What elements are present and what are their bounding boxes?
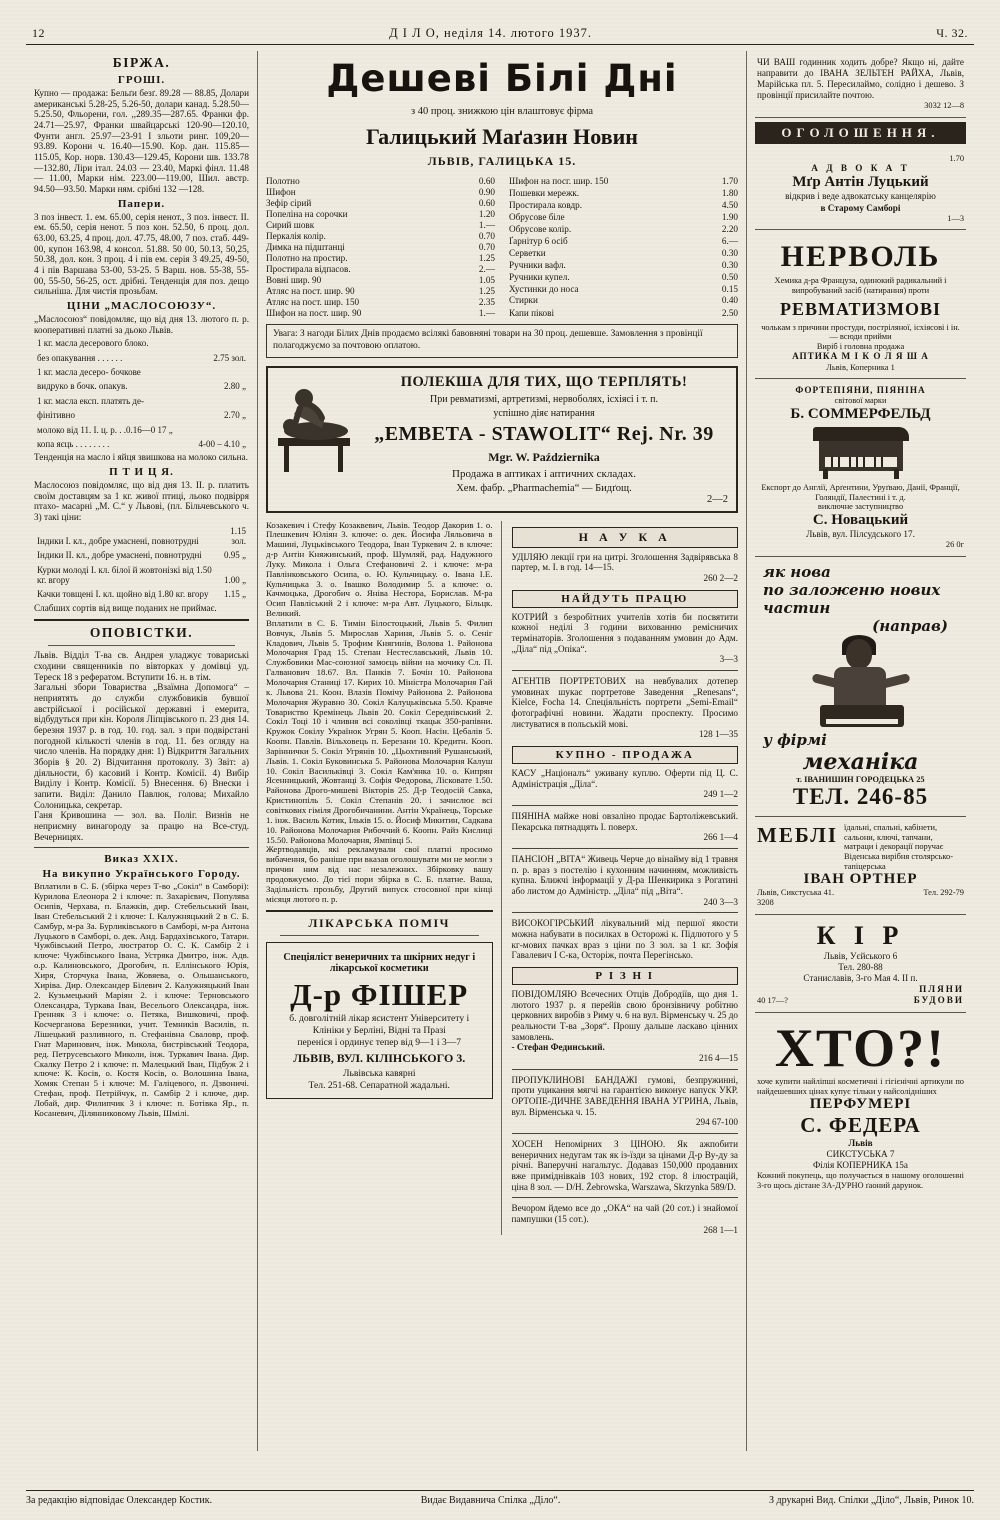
kupno-code-2: 266 1—4 [703, 832, 738, 843]
nervol-line2: РЕВМАТИЗМОВІ [780, 298, 941, 319]
footer-editor: За редакцію відповідає Олександер Костик. [26, 1495, 213, 1506]
row-label: 1 кг. масла десеро- бочкове [37, 367, 141, 378]
table-row [509, 282, 738, 294]
ad-piano [755, 379, 966, 556]
papery-text: 3 поз інвест. 1. ем. 65.00, серія ненот., 3 поз. інвест. ІІ. ем. 65.50, серія ненот. 5 поз кон. 52.50, 6 проц. дол. 63.00, 63.25, 4 проц. дол. 47.75, 48.00, 7 поз. стаб. 449-00, купон 163.98, 4 консол. 51.88. 50 00, 50.13, 50,25, 50.38, дол. кон. 3 проц. 4 і пів ем. серія 3 49.25, 49-50, 4 і пів Варшава 53-00, 53-25. 5 Варш. нов. 55-38, 55-00, 55-50, 56-25, ост. дрібні. Тенденція для поз. дещо сильніша. Для чистія прозьбам. [34, 211, 249, 297]
perfumery-city: Львів [848, 1138, 873, 1149]
kupno-item-4: ВИСОКОГІРСЬКИЙ лікувальний мід першої якости можна набувати в посилках в Осторожі к. Підлютого у 5 кг-мових пачках враз з ціни по 3 зол. за 1 кг. Зофія Гавалевич І С-ка, Осторіж, почта Перегінсько. [511, 918, 738, 961]
ciny-text: „Маслосоюз“ повідомляє, що від дня 13. лютого п. р. кооперативні платні за дьоко Львів. [34, 314, 249, 335]
stawolit-line3: успішно діяє натирання [493, 407, 595, 419]
praca-code-2: 128 1—35 [698, 729, 738, 740]
item-price: 2.20 [721, 224, 738, 235]
ad-mebli [755, 817, 966, 915]
nervol-line4: Виріб і головна продажа [816, 341, 905, 351]
perfumery-line1: хоче купити найліпші косметичні і гігієнічні артикули по найдешевших цінах купує тільки у найсолідніших [757, 1076, 964, 1096]
ad-perfumery [755, 1013, 966, 1197]
fisher-name: Д-р ФІШЕР [290, 977, 469, 1013]
row-value [192, 424, 247, 436]
divider [512, 805, 739, 806]
item-name: Сирий шовк [266, 219, 315, 230]
kir-phone-1: Тел. 280-88 [838, 961, 883, 972]
stawolit-line1: ПОЛЕКША ДЛЯ ТИХ, ЩО ТЕРПЛЯТЬ! [400, 373, 688, 390]
item-name: Хустинки до носа [509, 283, 579, 294]
piano-kicker: ФОРТЕПІЯНИ, ПІЯНІНА [795, 385, 926, 396]
item-name: Зефір сірий [266, 197, 312, 208]
nervol-title: НЕРВОЛЬ [780, 240, 941, 274]
massage-illustration [274, 374, 354, 478]
row-label: Індики І. кл., добре умаснені, повнотрудні [37, 535, 199, 546]
price-table-right [509, 175, 738, 318]
vykaz-subtitle: На викупно Українського Городу. [42, 868, 241, 881]
row-value: 1.15 зол. [230, 525, 246, 546]
perfumery-kicker: ПЕРФУМЕРІ [809, 1096, 912, 1113]
vykaz-title: Виказ XXIX. [104, 853, 179, 866]
item-name: Полотно на простир. [266, 252, 348, 263]
divider [512, 1197, 739, 1198]
praca-code-1: 3—3 [719, 654, 738, 665]
section-ciny-title: ЦІНИ „МАСЛОСОЮЗУ“. [66, 300, 217, 313]
item-name: Стирки [509, 295, 538, 306]
item-price: 0.60 [478, 197, 495, 208]
page-columns [26, 51, 974, 1451]
row-value: 1.00 „ [224, 574, 246, 585]
table-row [36, 352, 247, 364]
item-price: 0.30 [721, 259, 738, 270]
advokat-name: Мґр Антін Луцький [792, 174, 929, 191]
section-opovistky-title: ОПОВІСТКИ. [89, 625, 194, 641]
ptycia-text: Маслосоюз повідомляє, що від дня 13. ІІ. р. платить своїм доставцям за 1 кг. живої птиці, льоко подвірря птахо- масарні „М. С.“ у Львові, (пл. Більчевського ч. 3) такі ціни: [34, 479, 249, 522]
page-footer [26, 1490, 974, 1506]
divider [48, 645, 235, 646]
mehanika-address: т. ІВАНИШИН ГОРОДЕЦЬКА 25 [796, 774, 925, 784]
divider [512, 1133, 739, 1134]
row-label: Качки товщені І. кл. щойно від 1.80 кг. вгору [37, 589, 209, 600]
item-price: 2.50 [721, 307, 738, 318]
item-name: Ручники вафл. [509, 259, 566, 270]
divider [34, 847, 249, 848]
table-row [266, 230, 495, 241]
fisher-phone: Тел. 251-68. Сепаратной жадальні. [308, 1080, 450, 1092]
ad-note: Увага: З нагоди Білих Днів продаємо всілякі бавовняні товари на 30 проц. дешевше. Замовлення з провінції полагоджуємо за почтовою оплатою. [266, 324, 738, 358]
item-name: Простирала відпасов. [266, 263, 351, 274]
row-value [192, 337, 247, 349]
likarska-title: ЛІКАРСЬКА ПОМІЧ [308, 916, 450, 931]
ad-kir [755, 915, 966, 1013]
item-name: Обрусове колір. [509, 224, 572, 235]
divider [280, 935, 479, 936]
item-price: 6.— [721, 235, 738, 246]
advokat-num: 1.70 [949, 153, 964, 163]
item-price: 4.50 [721, 200, 738, 211]
item-price: 1.25 [478, 252, 495, 263]
hania-text: Ганя Кривошина — зол. ва. Поліг. Визнів не неприємну винагороду за працю на Все-студ. Вечерницях. [34, 810, 249, 842]
item-name: Простирала ковдр. [509, 200, 583, 211]
kir-plan-line1: ПЛЯНИ [919, 983, 964, 994]
item-price: 0.40 [721, 295, 738, 306]
piano-icon [813, 427, 909, 479]
ad-stawolit [266, 366, 738, 513]
divider [512, 912, 739, 913]
groshi-text: Купно — продажа: Бельґи безґ. 89.28 — 88.85, Долари американські 5.28-25, 5.26-50, долари канад. 5.28.50—5.25.50, Фльорени, гол. ,,289.35—287.65. Франки фр. 24.71—25.97, Франки швайцарські 120-90—120.10, Фунти англ. 25.97—23-91 І зльоти ринг. 109,20—93.89. Корони ч. 16.40—15.90. Кор. дан. 115.85—115.05, Кор. норв. 130.43—129.45, Корони шв. 133.78—132.80, Ліри італ. 24.03 — 23.40, Маркі фінл. 11.48 — 11.00, Марки нім. 223.00—119.00, Шил. австр. 94.50—93.50. Марки ням. срібні 132 —128. [34, 88, 249, 195]
table-row [36, 549, 247, 561]
rizni-code-1: 216 4—15 [698, 1053, 738, 1064]
kupno-code-3: 240 3—3 [703, 896, 738, 907]
item-price: 1.— [478, 219, 495, 230]
section-papery-title: Папери. [117, 197, 166, 210]
donors-text-2: Вплатили в С. Б. Тимін Білостоцький, Львів 5. Филип Вовчук, Львів 5. Мирослав Хариня, Львів 5. о. Сеніг Кладович, Львів 5. Трофим Княгинів, Волова 1. Районова Молочарня Град 15. Степан Нестеславський, Львів 10. Службовики Мас-союзної замоєць війни на мочику Сл. П. Галванович 18.67. Вл. Панків 7. Бочін 10. Районова Молочарня Станиці 17. Кирих 10. Міністра Молочарня Гай к. Львова 21. Коон. Влазів Помічу Районова 2. Районова Молочарня Журавно 30. Сокіл Калуцьківська 5.50. Кравче Товариство Кремінець Львів 20. Сокіл Середнівський 2. Сокіл Тоці 10 і чливня всі соколівці ткацьк 350-рапівни. Кружок Сокілу Українок Угрян 5. Кооп. Насін. Цебалів 5. Коопн. Павлів. Вільховець п. Березани 10. Кредитн. Кооп. Заріннички 5. Сокіл Угрянів 10. „Цьохтивний Рушанський, Львів. 1. Сокіл Буковинська 5. Районова Молочарня Калуш 10. Сокіл Васильківці 3. Сокіл Кам'янка 10. о. Кипрян Ясенницький, Жовтанці 3. Софія Федорова, Лісковате 1.50. Районова Дрого-мишеві Вікторів 25. Д-р Теодосій Савка, Кристинопіль 5. Сокіл Степанів 20. і зачислює всі совіткових гіміля Дрогобичанини. Антін Українець, Торське 1. інж. Василь Котик, Ільків 15. о. Йосиф Микитин, Садкава 10. Районова Молочарня Рибоччий 6. Коопн. Райз Кислиці 15.50. Районова Молочарня, Ямпівці 5. [266, 617, 493, 845]
item-name: Шифон [266, 186, 296, 197]
fisher-speciality: Спеціяліст венеричних та шкірних недуг і лікарської косметики [283, 952, 476, 975]
ptycia-foot: Слабших сортів від вище поданих не приймає. [34, 602, 217, 613]
item-price: 2.35 [478, 296, 495, 307]
mehanika-line2: по заложеню нових частин [763, 580, 941, 617]
table-row [266, 296, 495, 307]
piano-code: 26 0г [945, 539, 964, 549]
piano-address: Львів, вул. Пілсудського 17. [806, 528, 915, 539]
row-value: 0.95 „ [224, 550, 246, 561]
piano-dealer: С. Новацький [812, 511, 909, 528]
kir-title: К І Р [816, 920, 905, 950]
table-row [509, 199, 738, 211]
stawolit-line2: При ревматизмі, артретизмі, нервоболях, ісхіясі і т. п. [430, 393, 658, 405]
fisher-address2: Львівська кавярні [342, 1068, 416, 1080]
mehanika-line3: (направ) [872, 616, 948, 635]
ad-doctor-fisher [266, 942, 493, 1099]
divider [512, 1069, 739, 1070]
vykaz-text: Вплатили в С. Б. (збірка через Т-во „Сокіл“ в Самборі): Курилова Елеонора 2 і ключе: п. Захарієвич, Популява Осипів, Черхава, п. Блажків, дир. Стебельський Іван, Іван Стебельський 2 і ключе: І. Калужняцький 2 в С. Б. Самбур, м-ра За. Бурликівського в Самборі, м-ра Антона Луцького в Самборі, о. дек. Анд. Бардахівського, Татари. Чужбівський Петро, люстратор О. С. К. Самбір 2 і ключе: Чужбівського Івана, Устряка Дмитро, інж. Адв. о.р. Калиновського, Дрогобич, п. Еллінського Юрія, Хиря, Сторчука Івана, Жовяева, о. Ольшанського, Хиріва. Дир. Олександер Білевич 2. Калужняцький Іван 2. Кузьмецький Маріян 2. і ключе: Терновського Олександра, Туркава Іван, Веселього Олександра, інж. Гренняк 3 і ключе: о. Петяка, Вишковичі, проф. Косчерганова Березники, учит. Темників Василів, п. Лішецький разливного, п. Стефанівна Сваловр, проф. Гнат Маринович, інж. Микола, бистрівський Теодора, ред. Петрусевського Миколи, інж. Туркавич Івана. Дир. Скалку Петро 2 і ключе: п. Малецький Іван, Підбуж 2 і ключе: К. Косів, о. Костя Косів, о. Волошина Івана, Хомяк Степан 5 і ключе: М. Галіцевого, п. Дзвоничі. Стефан, проф. Петрійчук, п. Самбір 2 і ключе, дир. Лобай, дир. Филипчик 3 і ключе: п. Ботівка Яр., п. Косаневич, Ділянниковому Львів, Шмілі. [34, 881, 249, 1118]
mebli-title: МЕБЛІ [757, 823, 839, 848]
ptycia-table [34, 523, 249, 603]
table-row [36, 366, 247, 378]
kupno-item-2: ПІЯНІНА майже нові овзаліно продає Бартоліжевський. Пекарська пятнадцять І. поверх. [511, 810, 738, 832]
item-price: 0.15 [721, 283, 738, 294]
column-right [746, 51, 974, 1451]
ad-shop-name: Галицький Маґазин Новин [366, 124, 638, 149]
stawolit-product: „ЕМВЕТА - STAWOLIT“ Rej. Nr. 39 [374, 422, 714, 445]
table-row [36, 438, 247, 450]
watch-ad-code: 3032 12—8 [924, 101, 964, 111]
donors-text-1: Козакевич і Стефу Козаквевич, Львів. Теодор Дакорив 1. о. Плешкевич Юліян 3. ключе: о. дек. Йосифа Ляльовича в Машині, Луцьківського Теодора, Іван Туркевич 2. в ключе: д-р Антін Княжинський, проф. Шумляй, рад. Надужного Луку. Микола і Ольга Стефановичі 2. і ключе: м-ра Павлінковського Осипа, о. Ю. Кульчицьку. о. Івана І.Е. Кульчицька 3. о. Івашко Володимир 5. а ключе: о. Качмоцька, Дрогобич о. Яніва Нестора, Борислав. М-ра Осип Павліський 2 і ключе: м-ра Авт. Луцького, Більцк. Великий. [266, 519, 493, 619]
ads-section-banner: ОГОЛОШЕННЯ. [755, 122, 966, 144]
row-value: 2.75 зол. [213, 352, 246, 363]
kir-address-2: Станиславів, 3-го Мая 4. ІІ п. [803, 972, 918, 983]
fisher-note: б. довголітній лікар ясистент Університету і Клініки у Берліні, Відні та Празі [289, 1013, 470, 1037]
mebli-code: 3208 [757, 898, 774, 908]
piano-sub: світової марки [834, 396, 887, 406]
advokat-line1: відкрив і веде адвокатську канцелярію [785, 191, 936, 202]
rizni-code-2: 294 67-100 [695, 1117, 738, 1128]
nauka-item: УДІЛЯЮ лекції гри на цитрі. Зголошення Задвірявська 8 партер, м. І. в год. 14—15. [511, 551, 738, 573]
row-label: без опакування . . . . . . [37, 352, 123, 363]
watch-ad-text: ЧИ ВАШ годинник ходить добре? Якщо ні, дайте направити до ІВАНА ЗЕЛЬТЕН РАЙХА, Львів, Марійська пл. 5. Пересилаймо, солідно і дешево. З провінції присилайте почтою. [757, 57, 964, 101]
item-price: 1.70 [721, 176, 738, 187]
row-label: копа яєць . . . . . . . . [37, 438, 110, 449]
row-label: фінітивно [37, 410, 75, 421]
piano-brand: Б. СОММЕРФЕЛЬД [790, 405, 931, 422]
item-name: Ґарнітур 6 осіб [509, 235, 568, 246]
item-price: 0.50 [721, 271, 738, 282]
ad-watchmaker [755, 51, 966, 118]
kupno-item-1: КАСУ „Націоналъ“ уживану куплю. Оферти під Ц. С. Адміністрація „Діла“. [511, 767, 738, 789]
masthead-title: Д І Л О, неділя 14. лютого 1937. [389, 26, 593, 40]
divider [512, 670, 739, 671]
classifieds [512, 521, 739, 1236]
kupno-item-3: ПАНСІОН „ВІТА“ Живець Черче до вінайму від 1 травня п. р. враз з постелію і кухонним начинням, можливість купна. Ближчі інформації у Д-ра Шенкирика з Рогатині або листом до Адміністр. „Діла“ під „Віта“. [511, 853, 739, 896]
page-number-left: 12 [32, 26, 45, 40]
item-price: 1.25 [478, 285, 495, 296]
table-row [36, 409, 247, 421]
row-label: молоко від 11. І. ц. р. . .0.16—0 17 „ [37, 424, 173, 435]
praca-item-2: АГЕНТІВ ПОРТРЕТОВИХ на невбувалих дотепер умовинах шукає портретове Заведення „Renesans“, Kielce, Focha 14. Спеціяльність портрети „Semi-Email“ фотографічні новини. Жадати проспекту. Просимо листуватися в польській мові. [511, 675, 738, 729]
row-label: Курки молоді І. кл. білої й жовтонізкі від 1.50 кг. вгору [37, 564, 212, 585]
item-name: Шифон на посг. шир. 150 [509, 176, 609, 187]
section-ptycia-title: П Т И Ц Я. [109, 465, 174, 478]
massage-illustration-svg [274, 374, 354, 478]
ad-mehanika [755, 557, 966, 818]
masthead-rule [26, 44, 974, 45]
classified-header-kupno: КУПНО - ПРОДАЖА [512, 746, 739, 764]
item-price: 0.70 [478, 230, 495, 241]
rizni-item-4: Вечором йдемо все до „ОКА“ на чай (20 сот.) і знайомої пампушки (15 сот.). [511, 1203, 738, 1225]
divider [34, 619, 249, 621]
item-name: Димка на підштанці [266, 241, 345, 252]
fisher-address: ЛЬВІВ, ВУЛ. КІЛІНСЬКОГО 3. [293, 1051, 466, 1066]
table-row [509, 246, 738, 258]
issue-number: Ч. 32. [936, 26, 968, 40]
table-row [266, 241, 495, 252]
praca-item-1: КОТРИЙ з безробітних учителів хотів би посвятити кожної неділі 3 години вихованню ремісничих термінаторів. Зголошення з подаванням умовин до Адм. „Діла“ під „Опіка“. [511, 611, 738, 654]
stawolit-code: 2—2 [707, 493, 728, 505]
ad-headline: Дешеві Білі Дні [326, 57, 678, 100]
table-row [509, 235, 738, 247]
footer-publisher: Видає Видавнича Спілка „Діло“. [420, 1495, 561, 1506]
kupno-code-1: 249 1—2 [703, 789, 738, 800]
table-row [266, 208, 495, 219]
item-name: Вовні шир. 90 [266, 274, 322, 285]
classified-header-praca: НАЙДУТЬ ПРАЦЮ [512, 590, 739, 608]
mebli-phone: Тел. 292-79 [923, 888, 964, 898]
rizni-item-1: ПОВІДОМЛЯЮ Всечесних Отців Добродіїв, що дня 1. лютого 1937 р. я перейів свою бронзівничу робітню церковних виробів з Риму ч. 6 на вул. Вірменську ч. 25 до реальности Т-ва „Зоря“. Прошу дальше ласкаво цінних замовлень. [511, 988, 738, 1042]
advokat-code: 1—3 [947, 213, 964, 223]
item-name: Атляс на пост. шир. 90 [266, 285, 355, 296]
table-row [266, 197, 495, 208]
item-price: 1.— [478, 307, 495, 318]
ad-nervol [755, 230, 966, 379]
footer-printer: З друкарні Вид. Спілки „Діло“, Львів, Ринок 10. [768, 1495, 974, 1506]
item-price: 0.30 [721, 247, 738, 258]
table-row [266, 252, 495, 263]
row-label: Індики ІІ. кл., добре умаснені, повнотрудні [37, 550, 202, 561]
perfumery-address-1: СИКСТУСЬКА 7 [826, 1149, 895, 1160]
table-row [266, 307, 495, 318]
item-price: 0.70 [478, 241, 495, 252]
stawolit-factory: Хем. фабр. „Pharmachemia“ — Бидґощ. [456, 482, 632, 494]
item-name: Полотно [266, 175, 300, 186]
mehanika-phone: ТЕЛ. 246-85 [792, 784, 929, 810]
mehanika-line4: у фірмі [763, 730, 827, 749]
item-price: 1.05 [478, 274, 495, 285]
table-row [266, 285, 495, 296]
item-name: Перкалія колір. [266, 230, 326, 241]
divider [266, 910, 493, 912]
divider [512, 848, 739, 849]
table-row [509, 306, 738, 318]
ad-advokat [755, 148, 966, 230]
ciny-foot: Тенденція на масло і яйця звишкова на молоко сильна. [34, 452, 248, 463]
nervol-pharmacy: АПТИКА М І К О Л Я Ш А [792, 351, 929, 362]
row-label: 1 кг. масла десерового блоко. [37, 338, 149, 349]
table-row [509, 175, 738, 187]
item-price: 1.80 [721, 188, 738, 199]
mebli-desc: їдальні, спальні, кабінети, сальони, ключі, тапчани, матраци і декорації поручає Віденська вирібня столярсько-тапіцерська [844, 823, 954, 871]
row-value: 2.70 „ [224, 410, 246, 421]
ad-shop-address: ЛЬВІВ, ГАЛИЦЬКА 15. [427, 154, 577, 168]
rizni-item-2: ПРОПУКЛИНОВІ БАНДАЖІ гумові, безпружинні, проти уцикання мягчі на гарантією виконує напуск УКР. ОРТОПЕ-ДИЧНЕ ЗАВЕДЕННЯ ІВАНА УГРИНА, Львів, вул. Вірменська ч. 15. [511, 1074, 738, 1117]
price-table-left [266, 175, 495, 318]
row-label: видруко в бочк. опакув. [37, 381, 128, 392]
ad-subline: з 40 проц. знижкою цін влаштовує фірма [410, 106, 594, 117]
kir-address-1: Львів, Уєйського 6 [823, 950, 898, 961]
column-left [26, 51, 258, 1451]
table-row [509, 223, 738, 235]
perfumery-name: С. ФЕДЕРА [800, 1113, 921, 1138]
row-value: 1.15 „ [224, 589, 246, 600]
stawolit-sale: Продажа в аптиках і аптичних складах. [452, 467, 636, 480]
item-name: Атляс на пост. шир. 150 [266, 296, 360, 307]
center-lower [266, 521, 738, 1236]
table-row [36, 525, 247, 548]
stawolit-maker: Mgr. W. Października [488, 449, 600, 464]
table-row [36, 395, 247, 407]
item-name: Попеліна на сорочки [266, 208, 348, 219]
item-price: 2.— [478, 263, 495, 274]
mebli-name: ІВАН ОРТНЕР [803, 871, 918, 888]
typist-illustration [806, 635, 916, 731]
item-name: Капи пікові [509, 307, 555, 318]
item-name: Серветки [509, 247, 546, 258]
table-row [266, 186, 495, 197]
item-price: 1.90 [721, 212, 738, 223]
nauka-code: 260 2—2 [703, 572, 738, 583]
mehanika-name: механіка [802, 748, 919, 775]
kir-plan-line2: БУДОВИ [913, 994, 964, 1005]
column-center [258, 51, 746, 1451]
row-value [192, 366, 247, 378]
kir-code: 40 17—? [757, 996, 788, 1006]
opovistky-text: Львів. Відділ Т-ва св. Андрея уладжує товариські сходини священників по вівторках у домівці уд. Тереск 18 з рефератом. Вступити 16. н. в тім. [34, 650, 249, 682]
item-name: Обрусове біле [509, 212, 565, 223]
nervol-line1: Хемика д-ра Француза, одинокий радикальний і випробуваний засіб (натирання) проти [774, 276, 947, 295]
row-value: 2.80 „ [224, 381, 246, 392]
table-row [509, 270, 738, 282]
item-price: 0.60 [478, 175, 495, 186]
table-row [266, 263, 495, 274]
row-value: 4-00 – 4.10 „ [198, 438, 246, 449]
table-row [509, 187, 738, 199]
item-price: 1.20 [478, 208, 495, 219]
perfumery-address-2: Філія КОПЕРНИКА 15а [813, 1160, 908, 1171]
row-value [192, 395, 247, 407]
table-row [36, 564, 247, 587]
classified-header-rizni: Р І З Н І [512, 967, 739, 985]
perfumery-line3: Кожний покупець, що получається в нашому оголошенні 3-го щось дістане ЗА-ДУРНО ґаоний дарунок. [757, 1171, 964, 1190]
table-row [36, 380, 247, 392]
ciny-table [34, 335, 249, 452]
section-birzha-title: БІРЖА. [112, 55, 171, 70]
rizni-item-3: ХОСЕН Непомірних З ЦІНОЮ. Як ажпобити венеричних недугам так як із-їзди за цінами Д-р Ву-ду за річні. Ваперучні нагальтус. Додаваз 150,000 продавних вже приміднівкаів 103 нових, 192 стор. 8 ілюстрацій, ціна 8 зол. — D/H. Żebrowska, Warszawa, Skrzynka 589/D. [511, 1139, 738, 1192]
rizni-sign-1: - Стефан Фединський. [511, 1042, 605, 1053]
fisher-moved: переніся і ординує тепер від 9—1 і 3—7 [297, 1037, 462, 1049]
item-name: Пошевки мережк. [509, 188, 580, 199]
table-row [266, 175, 495, 186]
table-row [509, 258, 738, 270]
rizni-code-4: 268 1—1 [703, 1224, 738, 1235]
advokat-kicker: А Д В О К А Т [811, 163, 910, 174]
nervol-address: Львів, Коперника 1 [826, 362, 895, 372]
row-label: 1 кг. масла експ. платять де- [37, 395, 144, 406]
table-row [36, 337, 247, 349]
piano-line2: виключне заступництво [817, 502, 904, 512]
table-row [509, 294, 738, 306]
nervol-line3: чолькам з причини простуди, постріляної, ісхіясові і ін. — всюди прийми [761, 322, 960, 342]
advokat-line2: в Старому Самборі [820, 202, 901, 213]
table-row [266, 219, 495, 230]
table-row [36, 588, 247, 600]
donor-list [266, 521, 502, 1236]
perfumery-headline: ХТО?! [774, 1017, 947, 1078]
mehanika-line1: як нова [763, 562, 831, 581]
zagalni-text: Загальні збори Товариства „Взаїмна Допомога“ – неприятять до служби службовиків бувшої австрійської і російської державні і емерита, відбудуться при кін. Короля Ліпцівського п. 23 дня 14. березня 1937 р. в год. 10. год. зал. з при подвірстані погодной кількості членів в год. 11. без огляду на число членів. На порядку дня: 1) Відкриття Загальних Зборів § 20. 2) Відчитання протоколу. 3) Звіт: а) діяльности, б) касовий і Контр. Комісії. 4) Вибір Виділу і Контр. Комісії. 5) Внесення. 6) Внески і запити. Виділ: Данило Павлюк, голова; Михайло Солоницька, секретар. [34, 682, 249, 810]
price-lists [266, 175, 738, 318]
item-price: 0.90 [478, 186, 495, 197]
item-name: Ручники купел. [509, 271, 570, 282]
classified-header-nauka: Н А У К А [512, 527, 739, 548]
piano-line1: Експорт до Англії, Арґентини, Уруґваю, Данії, Франції, Голяндії, Палестині і т. д. [761, 482, 960, 502]
table-row [266, 274, 495, 285]
item-name: Шифон на пост. шир. 90 [266, 307, 362, 318]
table-row [36, 424, 247, 436]
masthead [26, 26, 974, 44]
table-row [509, 211, 738, 223]
section-groshi-title: ГРОШІ. [117, 74, 166, 86]
mebli-address: Львів, Сикстуська 41. [757, 888, 835, 898]
donors-text-3: Жертводавців, які рекламували свої платні просимо вибачення, бо раніше при вказав оголошувати ми не могли з причин ним від нас незалежних. Збірковку вашу продовжуємо. До тієї пори збірка в С. Б. платне. Ваша, Задільність прозьбу, Другий випуск стосовної при кінці місяця лютого п. р. [266, 844, 493, 904]
